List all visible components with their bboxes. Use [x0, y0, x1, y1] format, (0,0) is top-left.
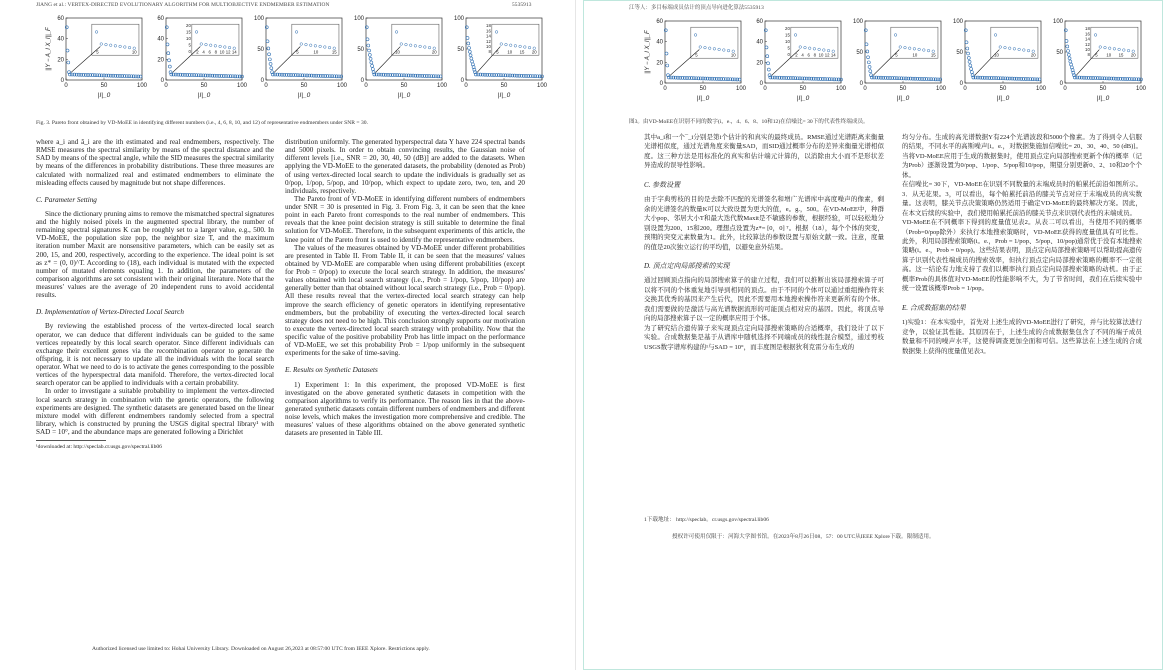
inset-tick-label: 2 [196, 49, 199, 55]
inset-zoom [486, 23, 539, 55]
inset-zoom [92, 24, 139, 55]
chart-panel [756, 19, 846, 102]
inset-tick-label: 10 [395, 49, 400, 55]
y-tick-label: 100 [852, 19, 863, 25]
inset-tick-label: 10 [131, 49, 137, 55]
inset-tick-label: 15 [930, 52, 936, 58]
inset-tick-label: 12 [1085, 41, 1090, 47]
x-axis-label: |I|_0 [996, 95, 1010, 102]
y-tick-label: 40 [57, 36, 64, 43]
inset-zoom [392, 24, 439, 55]
inset-tick-label: 16 [1085, 31, 1090, 37]
x-tick-label: 50 [999, 86, 1007, 92]
y-tick-label: 50 [257, 47, 264, 53]
inset-tick-label: 5 [188, 42, 191, 48]
license-footer: Authorized licensed use limited to: Hohai University Library. Downloaded on August 26,2023 at 08:57:00 UTC from IEEE Xplore. Restrictions apply. [92, 646, 430, 652]
x-tick-label: 100 [1135, 86, 1147, 92]
y-tick-label: 50 [956, 50, 963, 56]
inset-tick-label: 8 [214, 49, 218, 55]
x-tick-label: 0 [264, 83, 268, 89]
inset-tick-label: 4 [801, 52, 804, 58]
x-tick-label: 50 [400, 83, 408, 89]
inset-zoom [891, 27, 938, 58]
inset-tick-label: 2 [795, 52, 798, 58]
y-tick-label: 0 [759, 81, 763, 87]
x-tick-label: 50 [100, 83, 108, 89]
inset-tick-label: 5 [296, 49, 299, 55]
inset-tick-label: 8 [813, 52, 817, 58]
x-tick-label: 0 [663, 86, 667, 92]
left-column [644, 133, 884, 352]
y-tick-label: 0 [859, 81, 863, 87]
x-tick-label: 0 [464, 83, 468, 89]
y-tick-label: 100 [453, 16, 464, 22]
paragraph: 通过回顾顶点指向的局部搜索算子的建立过程，我们可以推断出该局部搜索算子可以将不同的个体重复地引导到相同的顶点。由于不同的个体可以通过重组操作符来交换其优秀的基因来产生后代，因此不需要用本地搜索操作符来更新所有的个体。我们需要做的是激活与高光谱数据流形的可能顶点相对应的基因。因此，将顶点导向的局部搜索算子以一定的概率应用于个体。 [644, 277, 884, 323]
inset-tick-label: 5 [695, 52, 698, 58]
license-footer: 授权许可使用仅限于：河海大学图书馆。在2023年8月26日08，57：00 UTC从IEEE Xplore下载。限制适用。 [672, 534, 935, 540]
y-tick-label: 20 [157, 57, 164, 64]
inset-tick-label: 10 [507, 49, 513, 55]
x-tick-label: 50 [1099, 86, 1107, 92]
right-column [285, 138, 525, 437]
x-tick-label: 50 [300, 83, 308, 89]
inset-tick-label: 10 [186, 36, 191, 42]
chart-panel [853, 19, 947, 102]
pareto-front-figure [639, 15, 1147, 107]
inset-tick-label: 12 [824, 52, 830, 58]
running-header: JIANG et al.: VERTEX-DIRECTED EVOLUTIONARY ALGORITHM FOR MULTIOBJECTIVE ENDMEMBER ESTIMATION [36, 2, 330, 8]
x-tick-label: 100 [136, 83, 148, 89]
y-tick-label: 0 [959, 81, 963, 87]
pareto-front-figure [40, 12, 548, 104]
paragraph: 为了研究结合遗传算子来实现顶点定向局部搜索策略的合适概率，我们设计了以下实验。合成数据集是基于从谱库中随机选择不同端成员的线性混合模型，通过剪枝USGS数字谱库构建的¹与SAD = 10°，而丰度图是根据狄利克雷分布生成的 [644, 324, 884, 351]
inset-tick-label: 10 [313, 49, 319, 55]
section-heading: C. 参数设置 [644, 180, 681, 189]
inset-tick-label: 4 [202, 49, 205, 55]
x-axis-label: |I|_0 [297, 92, 311, 99]
inset-tick-label: 20 [785, 26, 790, 32]
y-tick-label: 20 [57, 57, 64, 64]
x-tick-label: 100 [336, 83, 348, 89]
inset-tick-label: 10 [994, 52, 999, 58]
paragraph: 均匀分布。生成的高光谱数据Y有224个光谱波段和5000个像素。为了得到令人信服的结果，不同水平的高斯噪声[i。e.，对数据集施加信噪比= 20、30、40、50 (dB)]。当将VD-MoEE应用于生成的数据集时，使用顶点定向局部搜索更新个体的概率（记为Prob）逐渐设置为0/pop、1/pop、5/pop和10/pop，期望分别更新0、2、10和20个个体。 [902, 134, 1142, 179]
section-heading: D. 顶点定向局部搜索的实现 [644, 261, 730, 270]
y-tick-label: 60 [57, 16, 64, 22]
figure-caption: 图3。由VD-MoEE在识别不同的数字(i，e.，4、6、8、10和12)在信噪比= 30下的代表性终端成员。 [629, 119, 869, 125]
inset-zoom [186, 23, 239, 55]
inset-zoom [785, 26, 838, 58]
x-tick-label: 0 [164, 83, 168, 89]
footnote: ¹downloaded at: http://speclab.cr.usgs.gov/spectral.lib06 [36, 444, 162, 451]
section-heading: E. Results on Synthetic Datasets [285, 366, 378, 375]
inset-tick-label: 6 [208, 49, 211, 55]
x-tick-label: 0 [64, 83, 68, 89]
inset-tick-label: 10 [785, 39, 790, 45]
paragraph: 1) Experiment 1: In this experiment, the proposed VD-MoEE is first investigated on the above generated synthetic datasets in competition with the comparison algorithms to verify its performance. The reason lies in that the above-generated synthetic datasets contain different numbers of endmembers and different noise levels, which makes the investigation more comprehensive and credible. The measures' values of these algorithms obtained on the above generated synthetic datasets are presented in Table III. [285, 380, 525, 438]
y-tick-label: 40 [157, 36, 164, 43]
y-tick-label: 100 [353, 16, 364, 22]
x-axis-label: |I|_0 [497, 92, 511, 99]
inset-tick-label: 14 [830, 52, 836, 58]
inset-tick-label: 10 [219, 49, 225, 55]
inset-tick-label: 6 [807, 52, 810, 58]
paragraph: 由于字典剪枝的目的是去除不匹配的光谱签名和增广光谱库中高度噪声的像素，剩余的光谱签名的数量K可以大致设置为更大的值，e。g.，500。在VD-MoEE中，种群大小pop、邻居大小T和最大迭代数Maxit是不敏感的参数，根据经验，可以轻松地分别设置为200、15和200。理想点设置为z*= [0，0] ᵀ。根据（18），每个个体的突变，预期的突变元素数量为1。此外，比较算法的参数设置与原始文献一致。注意，度量的值是20次独立运行的平均值，以避免意外结果。 [644, 196, 884, 251]
x-axis-label: |I|_0 [696, 95, 710, 102]
paragraph: 其中a_i和一个¯_i分别是第i个估计的和真实的最终成员。RMSE通过光谱距离来衡量光谱相似度，通过光谱角度来衡量SAD，而SID通过概率分布的差异来衡量光谱相似度。这三种方法是用标准化的真实和估计端元计算的，以消除由大小而不是形状差异造成的误导性影响。 [644, 134, 884, 170]
inset-tick-label: 16 [486, 28, 491, 34]
y-tick-label: 0 [460, 78, 464, 84]
inset-tick-label: 10 [730, 52, 736, 58]
section-heading: E. 合成数据集的结果 [902, 303, 966, 312]
y-tick-label: 50 [357, 47, 364, 53]
x-axis-label: |I|_0 [197, 92, 211, 99]
paragraph: VD-MoEE在不同概率下得到的度量值见表2。从表二可以看出，当使用不同的概率（Prob=0/pop除外）来执行本地搜索策略时，VD-MoEE获得的度量值具有可比性。此外，利用局部搜索策略(i。e.，Prob = 1/pop、5/pop、10/pop)通常优于没有本地搜索策略(i。e.，Prob = 0/pop)。这些结果表明，顶点定向局部搜索策略可以帮助提高遗传算子识别代表性端成员的搜索效率，但执行顶点定向局部搜索策略的概率不一定很高。这一结论有力地支持了我们以概率执行顶点定向局部搜索策略的动机。由于正概率Prob的具体值对VD-MoEE的性能影响不大，为了节省时间，我们在后续实验中统一设置该概率Prob = 1/pop。 [902, 219, 1143, 293]
inset-tick-label: 12 [486, 38, 491, 44]
y-tick-label: 20 [656, 60, 663, 67]
y-tick-label: 20 [756, 60, 763, 67]
inset-tick-label: 15 [1118, 52, 1124, 58]
y-tick-label: 50 [457, 47, 464, 53]
chart-panel [46, 16, 148, 99]
paragraph: By reviewing the established process of the vertex-directed local search operator, we can deduce that different individuals can be guided to the same vertices repeatedly by this local search operator. Since different individuals can exchange their excellent genes via the recombination operator to generate the offspring, it is not necessary to update all the individuals with the local search operator. What we need to do is to activate the genes corresponding to the possible vertices of the hyperspectral data manifold. Therefore, the vertex-directed local search operator can be applied to individuals with a certain probability. [36, 322, 274, 388]
section-heading: C. Parameter Setting [36, 195, 97, 204]
inset-zoom [691, 27, 738, 58]
inset-tick-label: 10 [1085, 47, 1090, 52]
footnote: 1下载地址： http://speclab。cr.usgs.gov/spectral.lib06 [644, 517, 769, 523]
paragraph: 在信噪比= 30下，VD-MoEE在识别不同数量的末端成员时的帕累托前沿如图所示。3．从无花果。3，可以看出，每个帕累托前沿的膝关节点对应于末端成员的真实数量。这表明，膝关节点决策策略仍然适用于确定VD-MoEE的最终解决方案。因此，在本文后续的实验中，我们使用帕累托前沿的膝关节点来识别代表性的末端成员。 [902, 181, 1142, 217]
inset-tick-label: 15 [785, 32, 790, 38]
inset-tick-label: 12 [225, 49, 231, 55]
right-page [583, 0, 1163, 670]
left-page [0, 0, 576, 670]
inset-tick-label: 18 [1085, 26, 1090, 32]
x-tick-label: 0 [364, 83, 368, 89]
y-tick-label: 0 [1059, 81, 1063, 87]
x-tick-label: 50 [799, 86, 807, 92]
inset-tick-label: 18 [486, 23, 491, 29]
inset-zoom [292, 24, 339, 55]
paragraph: distribution uniformly. The generated hyperspectral data Y have 224 spectral bands and 5000 pixels. In order to obtain convincing results, the Gaussian noise of different levels [i.e., SNR = 20, 30, 40, 50 (dB)] are added to the datasets. When applying the VD-MoEE to the generated datasets, the probability (denoted as Prob) of using vertex-directed local search to update the individuals is gradually set as 0/pop, 1/pop, 5/pop, and 10/pop, which expect to update zero, two, ten, and 20 individuals, respectively. [285, 138, 525, 195]
x-tick-label: 100 [536, 83, 548, 89]
y-tick-label: 60 [157, 16, 164, 22]
y-tick-label: 40 [756, 39, 763, 46]
inset-zoom [991, 27, 1038, 58]
inset-tick-label: 8 [1087, 52, 1090, 58]
x-tick-label: 100 [436, 83, 448, 89]
inset-tick-label: 10 [818, 52, 824, 58]
paragraph: where a_i and â_i are the ith estimated and real endmembers, respectively. The RMSE measures the spectral similarity by means of the spectral distance and the SAD by means of the spectral angle, while the SID measures the spectral similarity by means of the differences in probability distributions. These three measures are calculated with normalized real and estimated endmembers to eliminate the misleading effects caused by magnitude but not shape differences. [36, 138, 274, 187]
y-tick-label: 50 [1056, 50, 1063, 56]
x-tick-label: 50 [200, 83, 208, 89]
page-number: 5535913 [512, 2, 532, 8]
y-tick-label: 100 [952, 19, 963, 25]
inset-tick-label: 5 [895, 52, 898, 58]
y-tick-label: 60 [756, 19, 763, 25]
x-axis-label: |I|_0 [97, 92, 111, 99]
right-column [902, 133, 1142, 356]
x-tick-label: 100 [735, 86, 747, 92]
paragraph: The Pareto front of VD-MoEE in identifying different numbers of endmembers under SNR = 30 is presented in Fig. 3. From Fig. 3, it can be seen that the knee point in each Pareto front corresponds to the real number of endmembers. This reveals that the knee point decision strategy is still suitable to determine the final solution for VD-MoEE. Therefore, in the subsequent experiments of this article, the knee point of the Pareto front is used to identify the representative endmembers. [285, 194, 525, 244]
x-axis-label: |I|_0 [796, 95, 810, 102]
inset-tick-label: 0 [188, 49, 191, 55]
inset-tick-label: 20 [186, 23, 191, 29]
inset-tick-label: 5 [1095, 52, 1098, 58]
y-tick-label: 0 [659, 81, 663, 87]
x-tick-label: 100 [835, 86, 847, 92]
paragraph: Since the dictionary pruning aims to remove the mismatched spectral signatures and the highly noised pixels in the augmented spectral library, the number of remaining spectral signatures K can be roughly set to a larger value, e.g., 500. In VD-MoEE, the population size pop, the neighbor size T, and the maximum iteration number Maxit are nonsensitive parameters, which can be easily set as 200, 15, and 200, respectively, according to the experience. The ideal point is set as z* = (0, 0)^T. According to (18), each individual is mutated with the expected number of mutated elements equaling 1. In addition, the parameters of the comparison algorithms are set consistent with their original literature. Note that the measures' values are the average of 20 independent runs to avoid accidental results. [36, 209, 274, 300]
inset-tick-label: 5 [496, 49, 499, 55]
paragraph: 1)实验1：在本实验中，首先对上述生成的VD-MoEE进行了研究，并与比较算法进行竞争，以验证其性能。其原因在于，上述生成的合成数据集包含了不同的端子成员数量和不同的噪声水平，这使得调查更加全面和可信。这些算法在上述生成的合成数据集上获得的度量值见表3。 [902, 319, 1142, 355]
y-tick-label: 50 [856, 50, 863, 56]
inset-tick-label: 20 [1130, 52, 1136, 58]
x-tick-label: 0 [1063, 86, 1067, 92]
chart-panel [645, 19, 747, 102]
x-tick-label: 50 [899, 86, 907, 92]
inset-zoom [1085, 26, 1138, 58]
x-tick-label: 50 [699, 86, 707, 92]
inset-tick-label: 5 [787, 45, 790, 51]
y-tick-label: 100 [253, 16, 264, 22]
inset-tick-label: 15 [519, 49, 525, 55]
inset-tick-label: 15 [186, 29, 191, 35]
chart-panel [354, 16, 448, 99]
x-tick-label: 0 [963, 86, 967, 92]
left-column [36, 138, 274, 451]
running-header: 江等人：多目标端成员估计的顶点导向进化算法5535913 [629, 5, 764, 11]
x-axis-label: |I|_0 [1096, 95, 1110, 102]
x-tick-label: 100 [935, 86, 947, 92]
paragraph: The values of the measures obtained by VD-MoEE under different probabilities are presented in Table II. From Table II, it can be seen that the measures' values obtained by VD-MoEE are comparable when using different probabilities (except for Prob = 0/pop) to execute the local search strategy. In addition, the measures' values obtained with local search strategy (i.e., Prob = 1/pop, 5/pop, 10/pop) are generally better than that obtained without local search strategy (i.e., Prob = 0/pop). All these results reveal that the vertex-directed local search strategy can help improve the search efficiency of genetic operators in identifying representative endmembers, but the probability of executing the vertex-directed local search strategy does not need to be high. This conclusion strongly supports our motivation to execute the vertex-directed local search strategy with probability. Now that the specific value of the positive probability Prob has little impact on the performance of VD-MoEE, we set this probability Prob = 1/pop uniformly in the subsequent experiments for the sake of time-saving. [285, 243, 525, 358]
inset-tick-label: 5 [96, 49, 99, 55]
chart-panel [953, 19, 1047, 102]
y-tick-label: 0 [60, 78, 64, 84]
x-axis-label: |I|_0 [397, 92, 411, 99]
inset-tick-label: 14 [486, 33, 491, 39]
y-tick-label: 0 [160, 78, 164, 84]
inset-tick-label: 14 [1085, 36, 1090, 42]
y-axis-label: ||Y − A_I X_I||_F [645, 30, 651, 74]
y-tick-label: 40 [656, 39, 663, 46]
footnote-rule [36, 440, 106, 441]
inset-tick-label: 14 [231, 49, 237, 55]
y-tick-label: 100 [1052, 19, 1063, 25]
inset-tick-label: 20 [1030, 52, 1036, 58]
chart-panel [254, 16, 348, 99]
x-axis-label: |I|_0 [896, 95, 910, 102]
chart-panel [454, 16, 548, 99]
y-tick-label: 0 [360, 78, 364, 84]
inset-tick-label: 10 [486, 44, 491, 49]
x-tick-label: 100 [1035, 86, 1047, 92]
inset-tick-label: 20 [431, 49, 437, 55]
y-axis-label: ||Y − A_I X_I||_F [46, 27, 52, 71]
inset-tick-label: 0 [787, 52, 790, 58]
chart-panel [1053, 19, 1147, 102]
inset-tick-label: 10 [912, 52, 918, 58]
x-tick-label: 100 [236, 83, 248, 89]
y-tick-label: 60 [656, 19, 663, 25]
figure-caption: Fig. 3. Pareto front obtained by VD-MoEE in identifying different numbers (i.e., 4, 6, 8, 10, and 12) of representative endmembers under SNR = 30. [36, 120, 368, 126]
section-heading: D. Implementation of Vertex-Directed Local Search [36, 308, 184, 317]
x-tick-label: 0 [863, 86, 867, 92]
chart-panel [157, 16, 247, 99]
x-tick-label: 50 [500, 83, 508, 89]
paragraph: In order to investigate a suitable probability to implement the vertex-directed local search strategy in combination with the genetic operators, the following experiments are designed. The synthetic datasets are generated based on the linear mixture model with different endmembers randomly selected from a spectral library, which is constructed by pruning the USGS digital spectral library¹ with SAD = 10°, and the abundance maps are generated following a Dirichlet [36, 387, 274, 436]
inset-tick-label: 8 [488, 49, 491, 55]
x-tick-label: 0 [763, 86, 767, 92]
y-tick-label: 0 [260, 78, 264, 84]
inset-tick-label: 20 [531, 49, 537, 55]
inset-tick-label: 15 [331, 49, 337, 55]
inset-tick-label: 10 [1106, 52, 1112, 58]
